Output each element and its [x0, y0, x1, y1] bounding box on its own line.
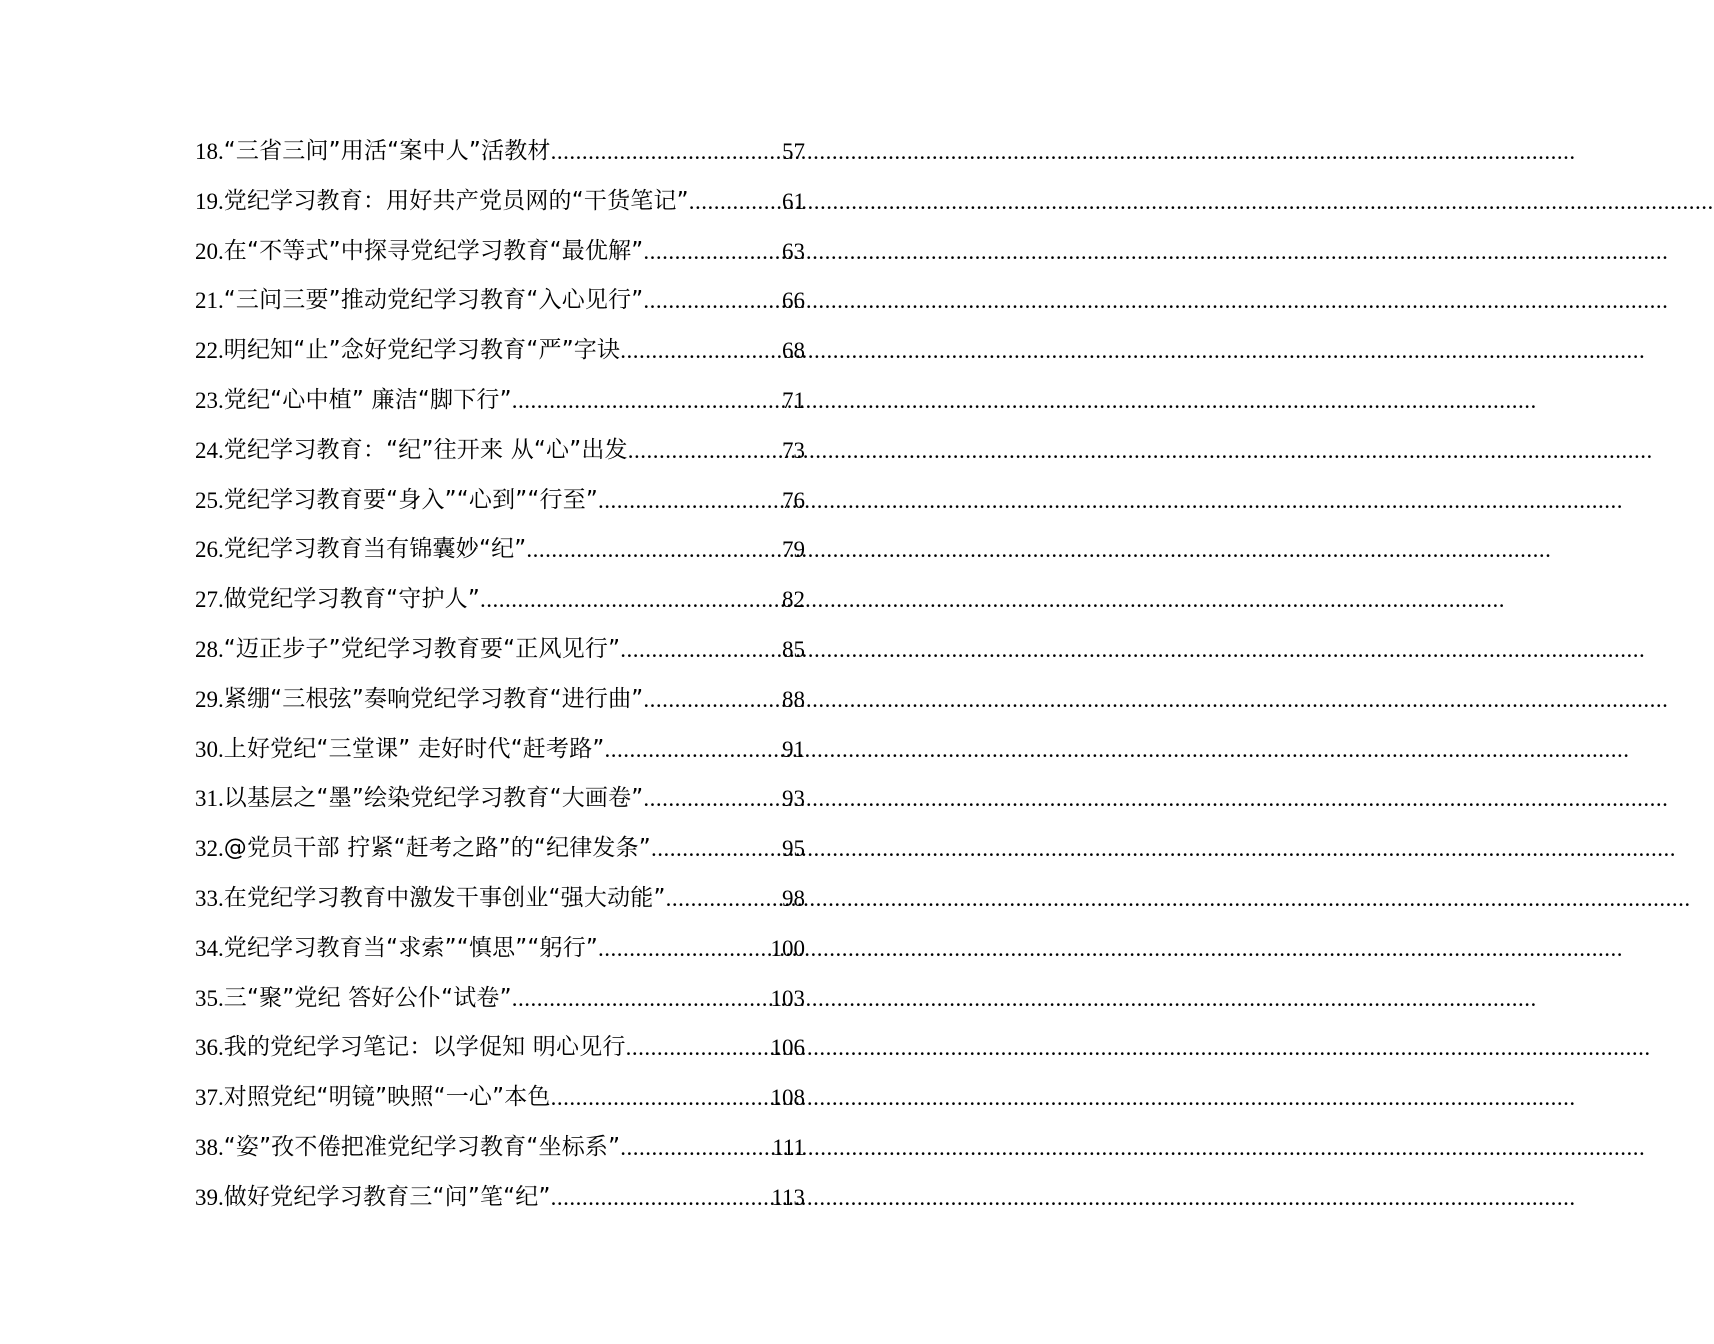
toc-entry-page: 103 — [770, 985, 805, 1011]
toc-entry-number: 22. — [195, 338, 224, 364]
toc-entry-page: 113 — [771, 1184, 805, 1210]
toc-entry-number: 35. — [195, 985, 224, 1011]
toc-entry-page: 79 — [782, 537, 805, 563]
toc-entry-title: 我的党纪学习笔记：以学促知 明心见行 — [223, 1034, 626, 1061]
table-of-contents — [195, 127, 805, 1223]
toc-entry-page: 91 — [782, 736, 805, 762]
toc-dot-leader — [643, 227, 782, 277]
toc-entry-page: 108 — [770, 1085, 805, 1111]
toc-entry-title: 党纪学习教育：“纪”往开来 从“心”出发 — [223, 436, 628, 463]
toc-entry-page: 85 — [782, 636, 805, 662]
toc-dot-leader — [643, 774, 782, 824]
toc-entry[interactable] — [195, 675, 805, 725]
toc-entry-number: 18. — [195, 139, 224, 164]
toc-entry-page: 100 — [770, 935, 805, 961]
toc-entry-title: 做党纪学习教育“守护人” — [223, 586, 480, 613]
toc-entry-title: 党纪学习教育要“身入”“心到”“行至” — [223, 486, 599, 513]
toc-entry-number: 33. — [195, 885, 224, 911]
toc-entry-number: 38. — [195, 1134, 224, 1160]
toc-entry-page: 98 — [782, 885, 805, 911]
toc-entry[interactable] — [195, 575, 805, 625]
toc-dot-leader — [551, 1173, 772, 1223]
toc-dot-leader — [643, 276, 782, 326]
toc-entry-number: 34. — [195, 935, 224, 961]
toc-entry-title: “三省三问”用活“案中人”活教材 — [223, 138, 551, 164]
toc-entry[interactable] — [195, 774, 805, 824]
toc-entry-title: @党员干部 拧紧“赶考之路”的“纪律发条” — [223, 835, 651, 862]
toc-entry-number: 32. — [195, 836, 224, 862]
toc-entry-title: 对照党纪“明镜”映照“一心”本色 — [223, 1084, 551, 1111]
toc-entry[interactable] — [195, 924, 805, 974]
toc-entry-number: 26. — [195, 537, 224, 563]
toc-entry-number: 31. — [195, 786, 224, 812]
toc-entry[interactable] — [195, 177, 805, 227]
toc-entry-title: 三“聚”党纪 答好公仆“试卷” — [223, 984, 512, 1011]
toc-entry-title: “三问三要”推动党纪学习教育“入心见行” — [223, 287, 644, 314]
toc-entry-number: 23. — [195, 387, 224, 413]
toc-entry-number: 36. — [195, 1035, 224, 1061]
toc-dot-leader — [480, 575, 782, 625]
toc-entry-number: 29. — [195, 686, 224, 712]
toc-entry[interactable] — [195, 476, 805, 526]
toc-entry[interactable] — [195, 326, 805, 376]
toc-entry-title: 以基层之“墨”绘染党纪学习教育“大画卷” — [223, 785, 644, 812]
toc-entry[interactable] — [195, 426, 805, 476]
toc-entry-title: 党纪学习教育当有锦囊妙“纪” — [223, 536, 527, 563]
toc-entry-number: 37. — [195, 1085, 224, 1111]
toc-entry-page: 111 — [772, 1134, 805, 1160]
toc-entry-title: 上好党纪“三堂课” 走好时代“赶考路” — [223, 735, 605, 762]
toc-dot-leader — [620, 1123, 772, 1173]
toc-entry[interactable] — [195, 874, 805, 924]
toc-entry-number: 20. — [195, 238, 224, 264]
toc-entry[interactable] — [195, 376, 805, 426]
toc-entry-page: 68 — [782, 338, 805, 364]
toc-entry[interactable] — [195, 1073, 805, 1123]
toc-entry-page: 71 — [782, 387, 805, 413]
toc-entry-page: 61 — [782, 188, 805, 214]
toc-entry[interactable] — [195, 725, 805, 775]
toc-entry[interactable] — [195, 974, 805, 1024]
toc-dot-leader — [666, 874, 782, 924]
toc-entry-title: “姿”孜不倦把准党纪学习教育“坐标系” — [223, 1133, 621, 1160]
toc-dot-leader — [512, 974, 771, 1024]
toc-entry[interactable] — [195, 525, 805, 575]
toc-entry-page: 88 — [782, 686, 805, 712]
toc-entry-title: 在“不等式”中探寻党纪学习教育“最优解” — [223, 237, 644, 264]
toc-entry-title: 党纪“心中植” 廉洁“脚下行” — [223, 386, 512, 413]
toc-entry[interactable] — [195, 1023, 805, 1073]
toc-entry-title: 党纪学习教育：用好共产党员网的“干货笔记” — [223, 187, 689, 214]
toc-entry-number: 30. — [195, 736, 224, 762]
toc-entry-title: 明纪知“止”念好党纪学习教育“严”字诀 — [223, 337, 621, 364]
toc-dot-leader — [512, 376, 782, 426]
toc-entry-page: 106 — [770, 1035, 805, 1061]
toc-dot-leader — [551, 1073, 771, 1123]
toc-dot-leader — [651, 824, 782, 874]
toc-entry-title: 紧绷“三根弦”奏响党纪学习教育“进行曲” — [223, 685, 644, 712]
toc-entry-number: 24. — [195, 437, 224, 463]
toc-dot-leader — [598, 924, 770, 974]
toc-entry-number: 27. — [195, 587, 224, 613]
toc-dot-leader — [605, 725, 782, 775]
toc-entry-number: 25. — [195, 487, 224, 513]
toc-entry[interactable] — [195, 625, 805, 675]
toc-entry-page: 93 — [782, 786, 805, 812]
toc-entry-title: “迈正步子”党纪学习教育要“正风见行” — [223, 635, 621, 662]
toc-dot-leader — [620, 326, 782, 376]
toc-entry[interactable] — [195, 1123, 805, 1173]
toc-entry-page: 76 — [782, 487, 805, 513]
toc-entry-title: 在党纪学习教育中激发干事创业“强大动能” — [223, 884, 666, 911]
toc-entry-title: 党纪学习教育当“求索”“慎思”“躬行” — [223, 934, 599, 961]
toc-entry-page: 95 — [782, 836, 805, 862]
toc-dot-leader — [551, 127, 782, 177]
toc-entry-number: 39. — [195, 1184, 224, 1210]
toc-dot-leader — [526, 525, 782, 575]
toc-dot-leader — [626, 1023, 771, 1073]
toc-entry[interactable] — [195, 227, 805, 277]
toc-entry-page: 66 — [782, 288, 805, 314]
toc-entry-title: 做好党纪学习教育三“问”笔“纪” — [223, 1183, 551, 1210]
toc-entry-page: 57 — [782, 139, 805, 164]
toc-entry-page: 63 — [782, 238, 805, 264]
toc-dot-leader — [628, 426, 782, 476]
toc-dot-leader — [689, 177, 782, 227]
toc-entry[interactable] — [195, 1173, 805, 1223]
toc-entry-page: 82 — [782, 587, 805, 613]
toc-entry[interactable] — [195, 127, 805, 177]
toc-dot-leader — [620, 625, 782, 675]
toc-entry[interactable] — [195, 276, 805, 326]
toc-dot-leader — [598, 476, 782, 526]
toc-entry-page: 73 — [782, 437, 805, 463]
toc-dot-leader — [643, 675, 782, 725]
toc-entry-number: 21. — [195, 288, 224, 314]
toc-entry[interactable] — [195, 824, 805, 874]
toc-entry-number: 19. — [195, 188, 224, 214]
toc-entry-number: 28. — [195, 636, 224, 662]
